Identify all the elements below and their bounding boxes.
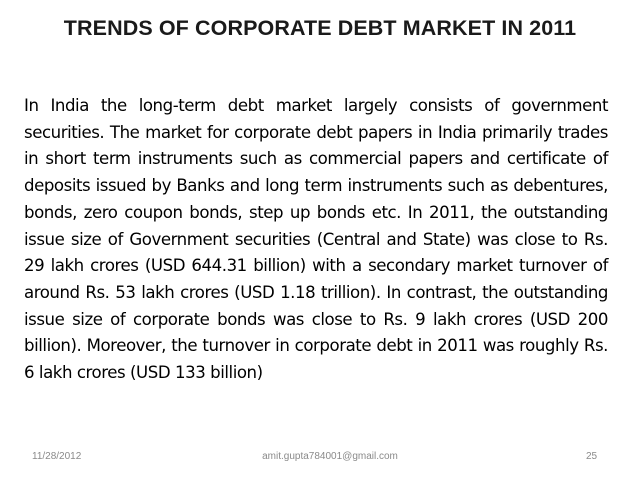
- footer-date: 11/28/2012: [32, 451, 82, 462]
- slide-title: TRENDS OF CORPORATE DEBT MARKET IN 2011: [63, 16, 577, 40]
- slide-body-text: In India the long-term debt market largely consists of government securities. The market for corporate debt papers in India primarily trades in short term instruments such as commercial papers and certificate of deposits issued by Banks and long term instruments such as debentures, bonds, zero coupon bonds, step up bonds etc. In 2011, the outstanding issue size of Government securities (Central and State) was close to Rs. 29 lakh crores (USD 644.31 billion) with a secondary market turnover of around Rs. 53 lakh crores (USD 1.18 trillion). In contrast, the outstanding issue size of corporate bonds was close to Rs. 9 lakh crores (USD 200 billion). Moreover, the turnover in corporate debt in 2011 was roughly Rs. 6 lakh crores (USD 133 billion): [24, 96, 608, 383]
- footer-page-number: 25: [586, 451, 598, 462]
- footer-email: amit.gupta784001@gmail.com: [262, 451, 398, 462]
